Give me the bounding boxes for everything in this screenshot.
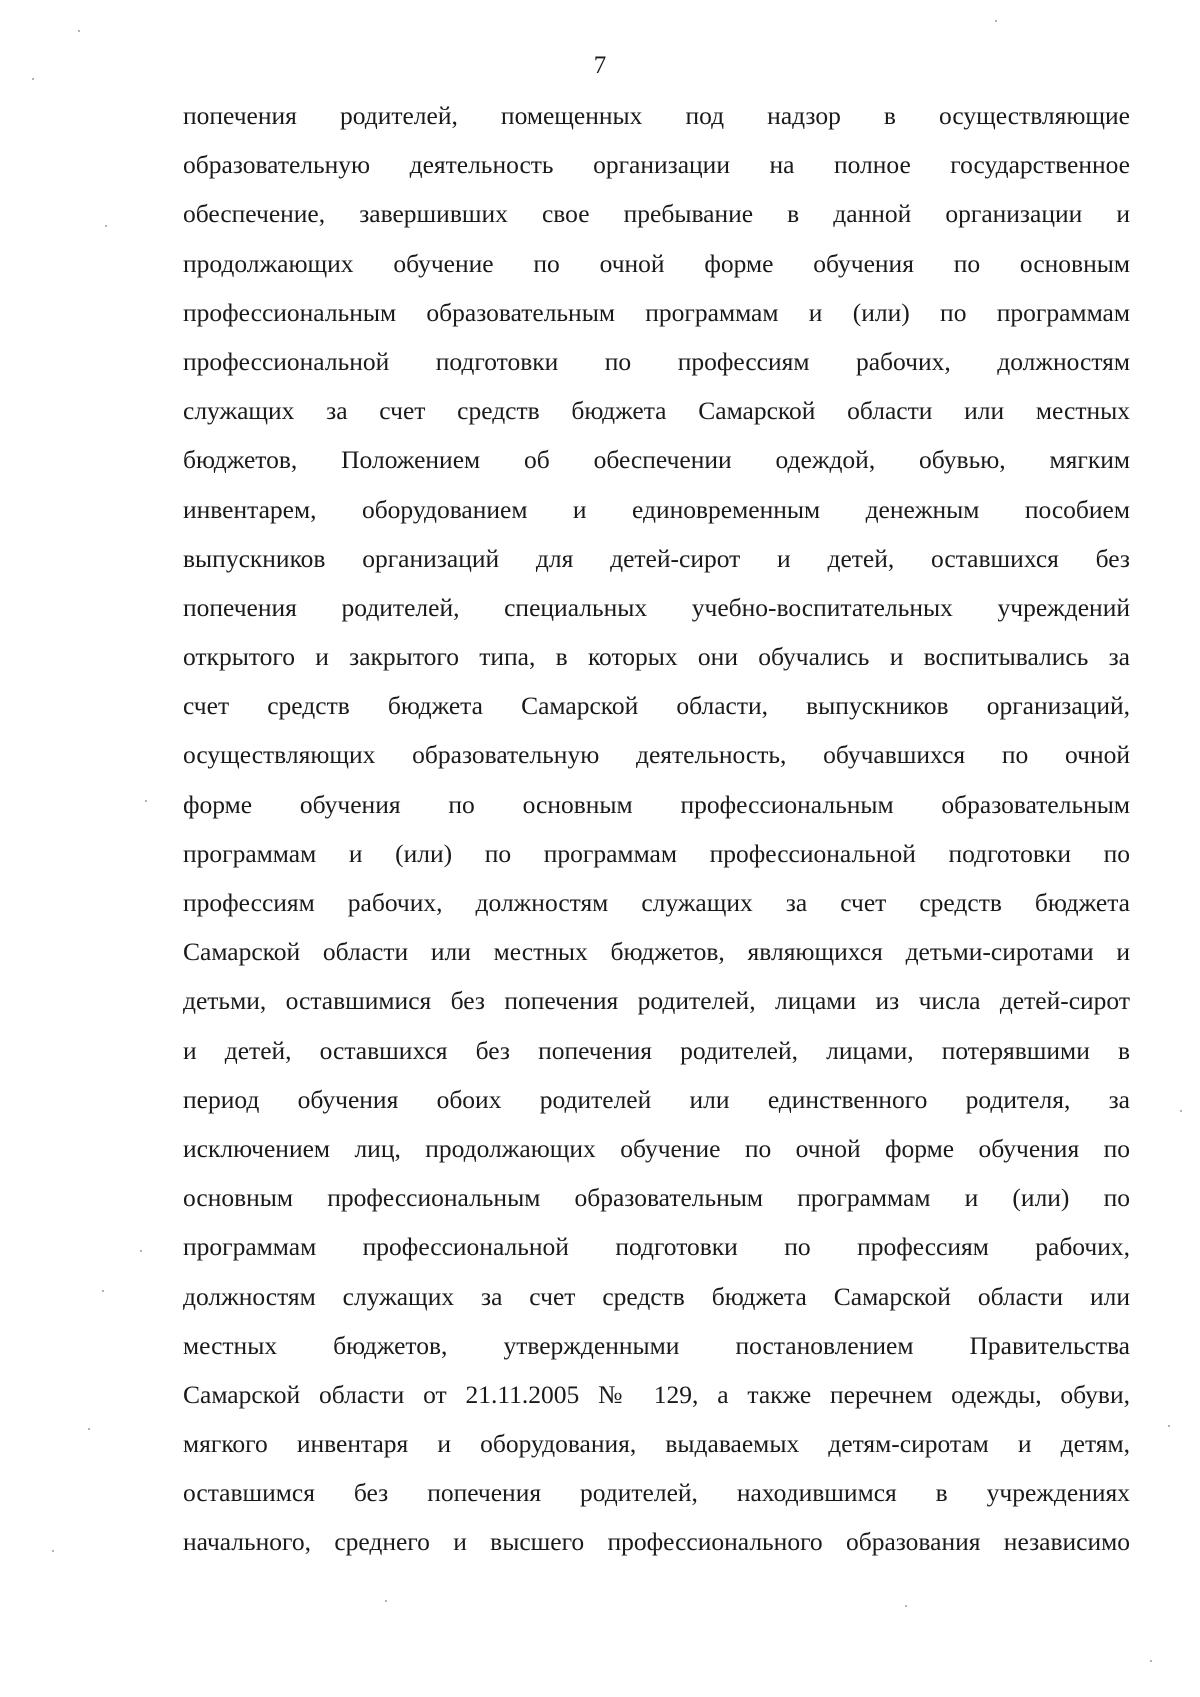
text-line: образовательную деятельность организации на полное государственное: [183, 150, 1130, 180]
scan-speck: [88, 1428, 90, 1430]
text-line: Самарской области от 21.11.2005 № 129, а также перечнем одежды, обуви,: [183, 1379, 1130, 1409]
text-line: профессиям рабочих, должностям служащих за счет средств бюджета: [183, 888, 1130, 917]
scan-speck: [32, 78, 34, 80]
scan-speck: [995, 20, 997, 22]
scan-speck: [52, 1550, 54, 1552]
text-line: Самарской области или местных бюджетов, являющихся детьми-сиротами и: [183, 937, 1130, 967]
text-line: служащих за счет средств бюджета Самарской области или местных: [183, 396, 1130, 426]
text-line: мягкого инвентаря и оборудования, выдаваемых детям-сиротам и детям,: [183, 1429, 1130, 1459]
text-line: попечения родителей, специальных учебно-воспитательных учреждений: [183, 592, 1130, 622]
text-line: местных бюджетов, утвержденными постановлением Правительства: [183, 1330, 1130, 1360]
text-line: начального, среднего и высшего профессионального образования независимо: [183, 1527, 1130, 1557]
text-line: основным профессиональным образовательным программам и (или) по: [183, 1183, 1130, 1213]
text-line: профессиональным образовательным программам и (или) по программам: [183, 297, 1130, 327]
scan-speck: [105, 225, 107, 227]
text-line: счет средств бюджета Самарской области, выпускников организаций,: [183, 691, 1130, 721]
text-line: обеспечение, завершивших свое пребывание в данной организации и: [183, 199, 1130, 229]
scan-speck: [78, 30, 80, 32]
text-line: программам профессиональной подготовки по профессиям рабочих,: [183, 1232, 1130, 1262]
scan-speck: [905, 1605, 907, 1607]
page-number: 7: [593, 52, 607, 79]
text-line: оставшимся без попечения родителей, находившимся в учреждениях: [183, 1478, 1130, 1508]
text-line: инвентарем, оборудованием и единовременным денежным пособием: [183, 494, 1130, 524]
body-text: [183, 91, 1130, 1567]
text-line: профессиональной подготовки по профессиям рабочих, должностям: [183, 346, 1130, 376]
text-line: форме обучения по основным профессиональным образовательным: [183, 789, 1130, 819]
text-line: и детей, оставшихся без попечения родителей, лицами, потерявшими в: [183, 1035, 1130, 1065]
text-line: период обучения обоих родителей или единственного родителя, за: [183, 1084, 1130, 1114]
scan-speck: [1168, 1425, 1170, 1427]
scan-speck: [385, 1600, 387, 1602]
scan-speck: [1150, 1660, 1152, 1662]
scan-speck: [102, 1290, 104, 1292]
text-line: выпускников организаций для детей-сирот и детей, оставшихся без: [183, 543, 1130, 573]
text-line: продолжающих обучение по очной форме обучения по основным: [183, 248, 1130, 278]
text-line: исключением лиц, продолжающих обучение по очной форме обучения по: [183, 1133, 1130, 1163]
text-line: открытого и закрытого типа, в которых они обучались и воспитывались за: [183, 642, 1130, 672]
text-line: осуществляющих образовательную деятельность, обучавшихся по очной: [183, 740, 1130, 770]
text-line: должностям служащих за счет средств бюджета Самарской области или: [183, 1281, 1130, 1311]
scan-speck: [140, 1250, 142, 1252]
text-line: бюджетов, Положением об обеспечении одеждой, обувью, мягким: [183, 445, 1130, 475]
text-line: программам и (или) по программам профессиональной подготовки по: [183, 838, 1130, 868]
scan-speck: [145, 800, 147, 802]
text-line: попечения родителей, помещенных под надзор в осуществляющие: [183, 101, 1130, 130]
text-line: детьми, оставшимися без попечения родителей, лицами из числа детей-сирот: [183, 986, 1130, 1016]
scan-speck: [1180, 1110, 1182, 1112]
